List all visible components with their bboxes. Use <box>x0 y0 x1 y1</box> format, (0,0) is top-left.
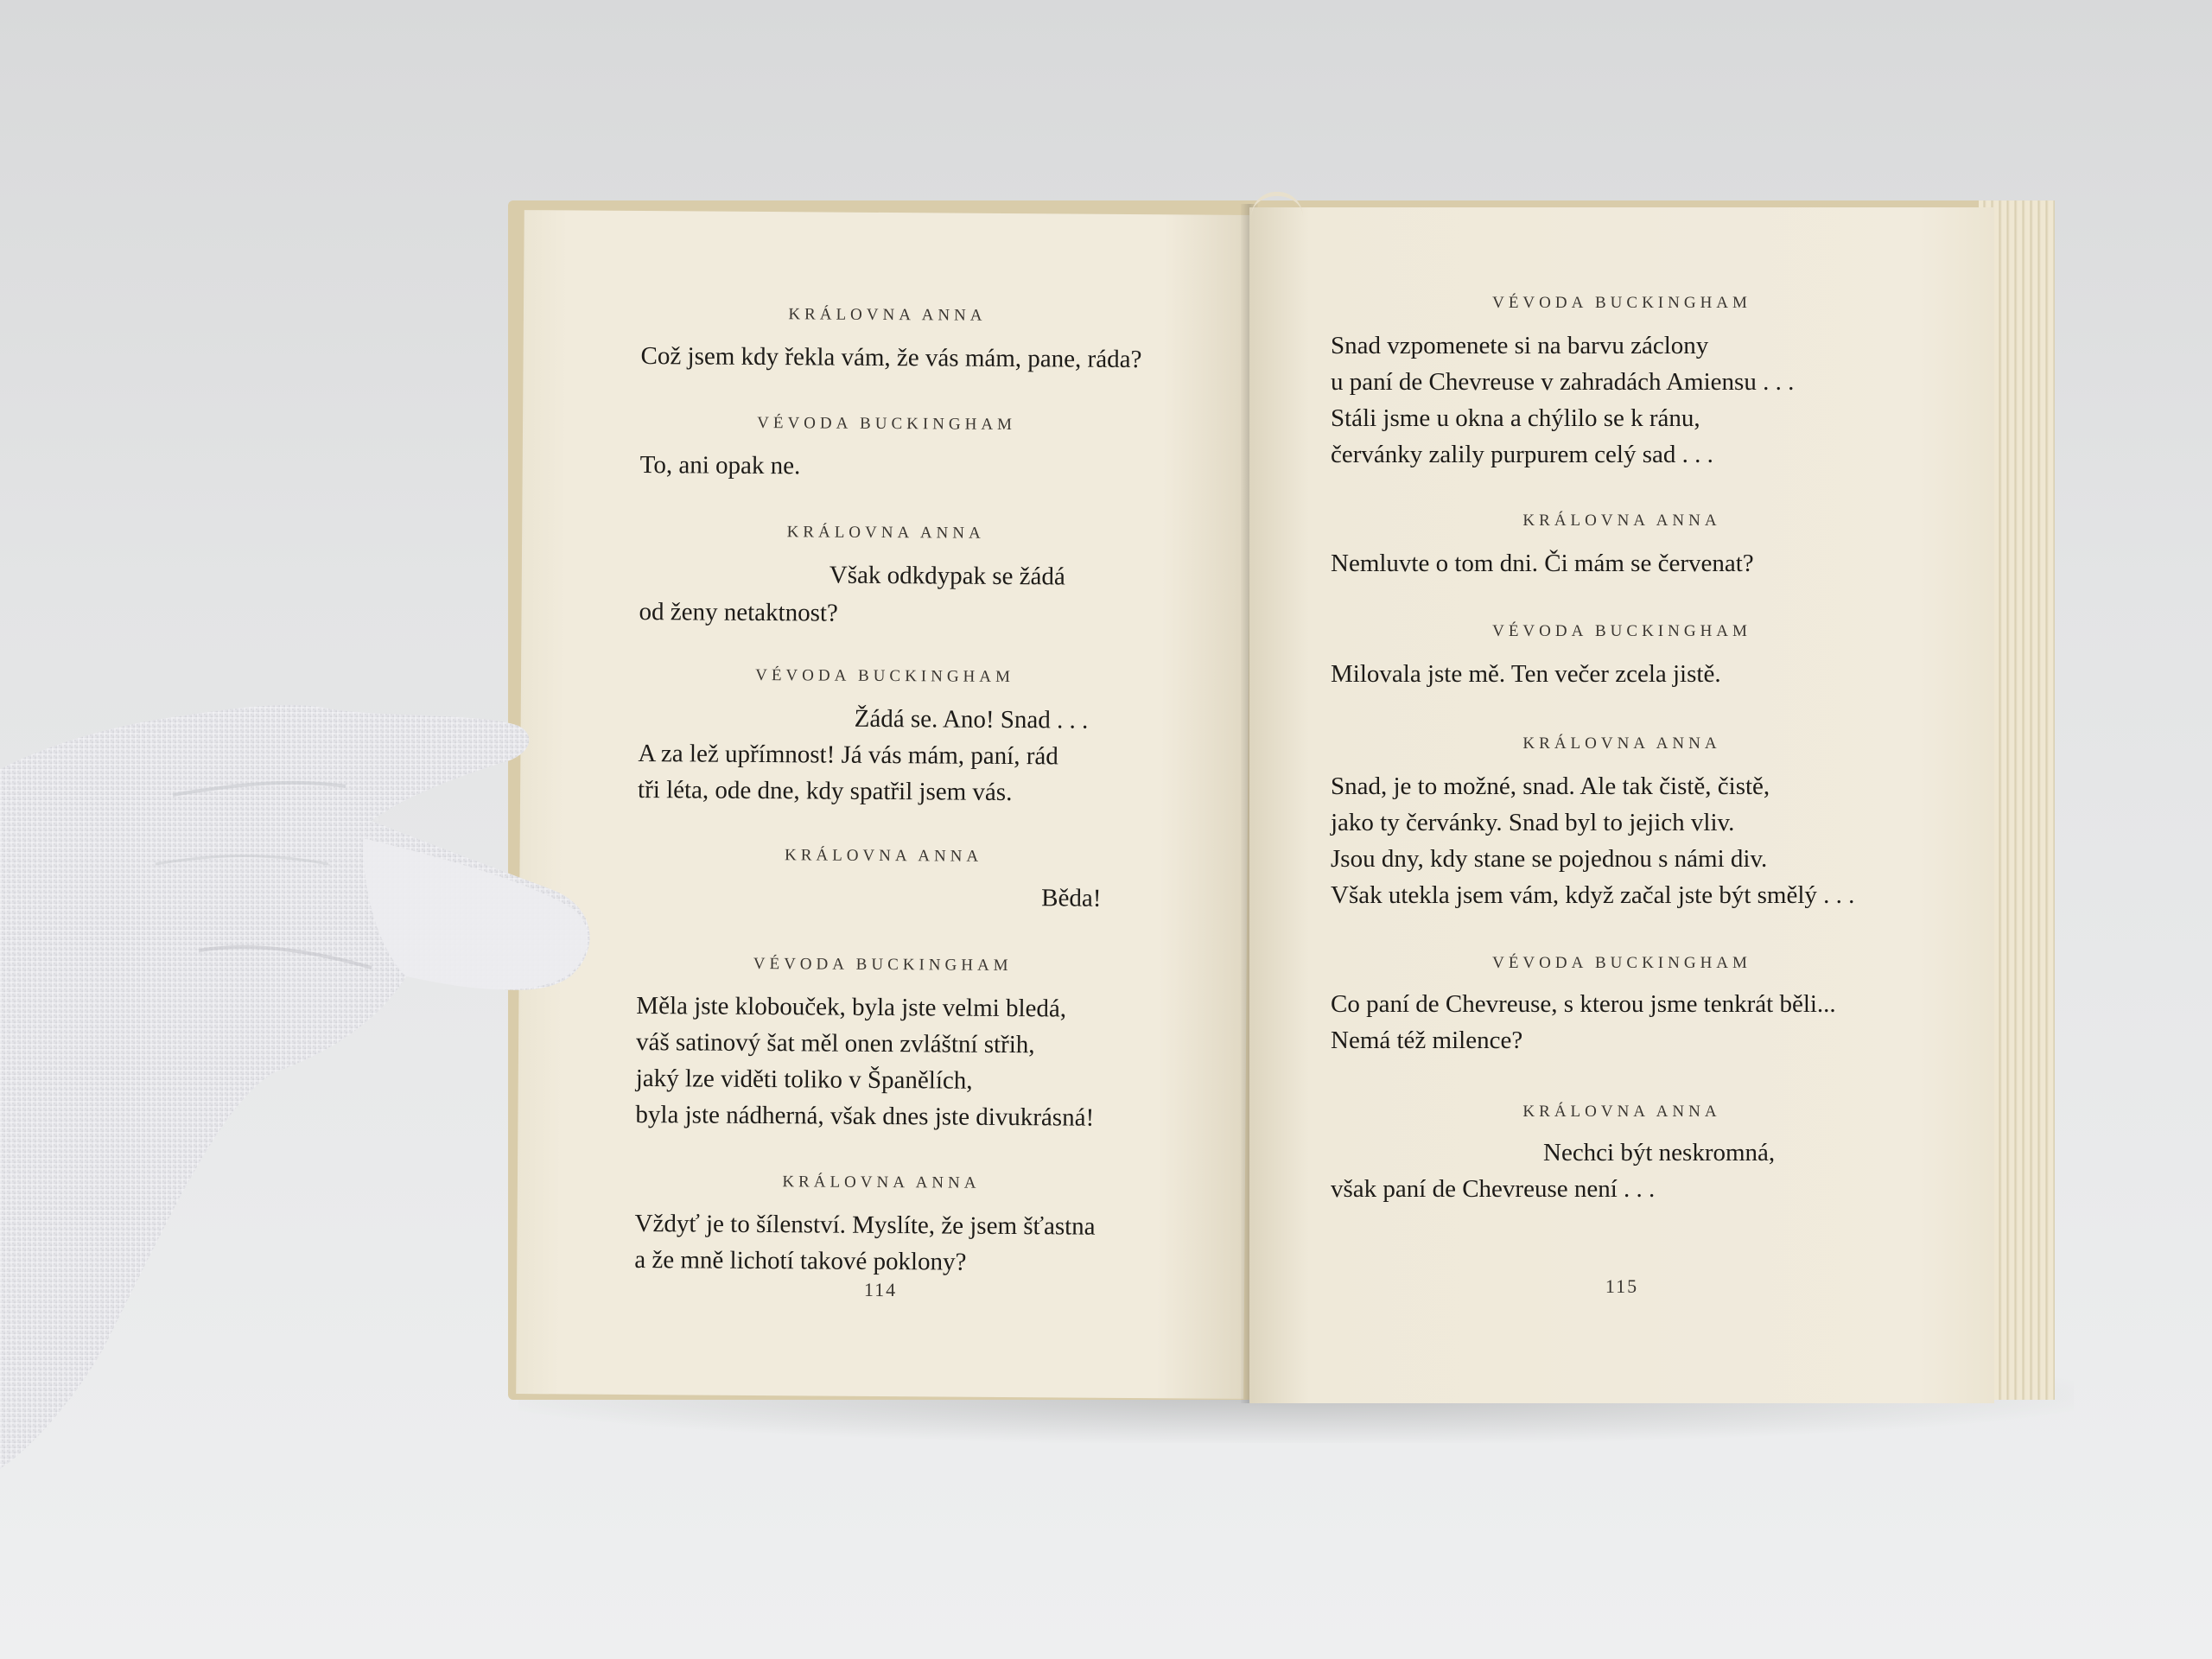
verse-line: a že mně lichotí takové poklony? <box>634 1245 967 1276</box>
right-page <box>1249 207 1994 1403</box>
verse-line: však paní de Chevreuse není . . . <box>1331 1175 1656 1203</box>
verse-line: Měla jste klobouček, byla jste velmi bledá, <box>636 992 1067 1023</box>
verse-line: Vždyť je to šílenství. Myslíte, že jsem šťastna <box>634 1209 1096 1241</box>
verse-line: Nechci být neskromná, <box>1543 1139 1776 1166</box>
verse-line: jako ty červánky. Snad byl to jejich vliv. <box>1331 809 1735 836</box>
verse-line: To, ani opak ne. <box>639 451 801 480</box>
verse-line: Snad, je to možné, snad. Ale tak čistě, čistě, <box>1331 772 1770 800</box>
verse-line: Však utekla jsem vám, když začal jste být smělý . . . <box>1331 881 1855 909</box>
speaker-label: VÉVODA BUCKINGHAM <box>1492 954 1751 972</box>
left-page <box>516 210 1252 1399</box>
page-number: 114 <box>863 1278 898 1301</box>
speaker-label: VÉVODA BUCKINGHAM <box>753 954 1013 976</box>
verse-line: tři léta, ode dne, kdy spatřil jsem vás. <box>637 776 1013 807</box>
verse-line: Snad vzpomenete si na barvu záclony <box>1331 332 1709 359</box>
verse-line: byla jste nádherná, však dnes jste divukrásná! <box>635 1101 1095 1132</box>
verse-line: Nemluvte o tom dni. Či mám se červenat? <box>1331 550 1754 577</box>
speaker-label: KRÁLOVNA ANNA <box>782 1173 981 1192</box>
verse-line: jaký lze viděti toliko v Španělích, <box>635 1065 973 1095</box>
verse-line: Však odkdypak se žádá <box>829 561 1065 591</box>
verse-line: Což jsem kdy řekla vám, že vás mám, pane, ráda? <box>640 342 1142 374</box>
gloved-hand <box>0 691 605 1469</box>
verse-line: Milovala jste mě. Ten večer zcela jistě. <box>1331 660 1721 688</box>
verse-line: váš satinový šat měl onen zvláštní střih, <box>635 1028 1035 1059</box>
speaker-label: KRÁLOVNA ANNA <box>1522 512 1721 530</box>
speaker-label: KRÁLOVNA ANNA <box>1522 1103 1721 1121</box>
page-number: 115 <box>1605 1275 1639 1297</box>
verse-line: u paní de Chevreuse v zahradách Amiensu . . . <box>1331 368 1795 396</box>
speaker-label: VÉVODA BUCKINGHAM <box>755 665 1015 687</box>
verse-line: A za lež upřímnost! Já vás mám, paní, rád <box>638 740 1058 771</box>
verse-line: od ženy netaktnost? <box>639 598 838 627</box>
verse-line: Stáli jsme u okna a chýlilo se k ránu, <box>1331 404 1700 432</box>
speaker-label: VÉVODA BUCKINGHAM <box>1492 294 1751 312</box>
speaker-label: KRÁLOVNA ANNA <box>786 523 985 543</box>
bookmark-ribbon <box>1251 192 1303 217</box>
verse-line: Žádá se. Ano! Snad . . . <box>854 704 1089 734</box>
verse-line: Nemá též milence? <box>1331 1027 1523 1054</box>
speaker-label: KRÁLOVNA ANNA <box>788 305 987 325</box>
speaker-label: KRÁLOVNA ANNA <box>1522 734 1721 753</box>
speaker-label: KRÁLOVNA ANNA <box>784 846 983 866</box>
verse-line: Co paní de Chevreuse, s kterou jsme tenkrát běli... <box>1331 990 1836 1018</box>
verse-line: Běda! <box>1041 884 1102 912</box>
speaker-label: VÉVODA BUCKINGHAM <box>757 413 1017 435</box>
speaker-label: VÉVODA BUCKINGHAM <box>1492 622 1751 640</box>
verse-line: Jsou dny, kdy stane se pojednou s námi div. <box>1331 845 1768 873</box>
verse-line: červánky zalily purpurem celý sad . . . <box>1331 441 1713 468</box>
